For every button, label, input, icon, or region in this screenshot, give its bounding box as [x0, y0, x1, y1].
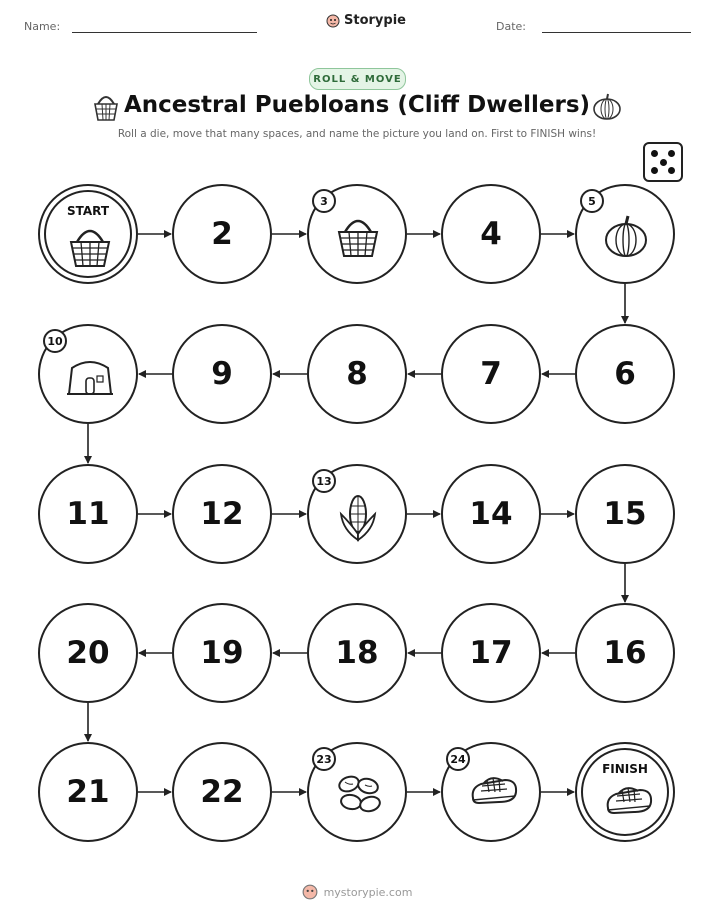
- space-number: 15: [603, 496, 647, 532]
- pumpkin-icon: [603, 214, 649, 262]
- space-number: 20: [66, 635, 110, 671]
- footer-site: mystorypie.com: [323, 885, 413, 899]
- finish-label: FINISH: [602, 762, 648, 776]
- start-space: [38, 184, 138, 284]
- space-number: 16: [603, 635, 647, 671]
- board-space: [172, 603, 272, 703]
- sandal-icon: [604, 782, 654, 822]
- basket-icon: [335, 214, 381, 262]
- brand-name: Storypie: [344, 13, 406, 28]
- instructions: Roll a die, move that many spaces, and name the picture you land on. First to FINISH wins!: [117, 128, 597, 140]
- board-space: [38, 324, 138, 424]
- space-number: 22: [200, 774, 244, 810]
- space-number: 11: [66, 496, 110, 532]
- space-number: 9: [211, 356, 233, 392]
- board-space: [441, 603, 541, 703]
- page-title: Ancestral Puebloans (Cliff Dwellers): [123, 92, 591, 118]
- finish-space: [575, 742, 675, 842]
- space-number: 17: [469, 635, 513, 671]
- start-label: START: [66, 204, 110, 218]
- sandal-icon: [469, 772, 519, 812]
- space-number-badge: 13: [312, 469, 336, 493]
- storypie-mascot-icon: [302, 884, 318, 900]
- space-number: 8: [346, 356, 368, 392]
- space-number: 14: [469, 496, 513, 532]
- board-space: [575, 184, 675, 284]
- board-space: [575, 324, 675, 424]
- space-number: 12: [200, 496, 244, 532]
- board-space: [307, 464, 407, 564]
- board-space: [307, 742, 407, 842]
- board-space: [307, 184, 407, 284]
- board-space: [575, 464, 675, 564]
- board-space: [575, 603, 675, 703]
- space-number: 4: [480, 216, 502, 252]
- space-number: 18: [335, 635, 379, 671]
- activity-badge: ROLL & MOVE: [309, 68, 406, 90]
- corn-icon: [335, 494, 381, 546]
- board-space: [172, 464, 272, 564]
- space-number: 2: [211, 216, 233, 252]
- board-space: [307, 603, 407, 703]
- footer: [0, 884, 714, 900]
- space-number-badge: 3: [312, 189, 336, 213]
- board-space: [441, 464, 541, 564]
- board-space: [441, 742, 541, 842]
- space-number-badge: 10: [43, 329, 67, 353]
- board-space: [172, 184, 272, 284]
- board-space: [38, 464, 138, 564]
- space-number: 7: [480, 356, 502, 392]
- board-space: [307, 324, 407, 424]
- basket-icon: [67, 224, 113, 272]
- board-space: [172, 742, 272, 842]
- board-space: [172, 324, 272, 424]
- space-number-badge: 24: [446, 747, 470, 771]
- date-label: Date:: [496, 20, 526, 33]
- space-number: 6: [614, 356, 636, 392]
- adobe-house-icon: [66, 354, 114, 402]
- board-space: [441, 184, 541, 284]
- name-label: Name:: [24, 20, 61, 33]
- board-space: [441, 324, 541, 424]
- space-number-badge: 5: [580, 189, 604, 213]
- beans-icon: [335, 772, 383, 820]
- board-space: [38, 742, 138, 842]
- space-number: 19: [200, 635, 244, 671]
- space-number: 21: [66, 774, 110, 810]
- space-number-badge: 23: [312, 747, 336, 771]
- board-space: [38, 603, 138, 703]
